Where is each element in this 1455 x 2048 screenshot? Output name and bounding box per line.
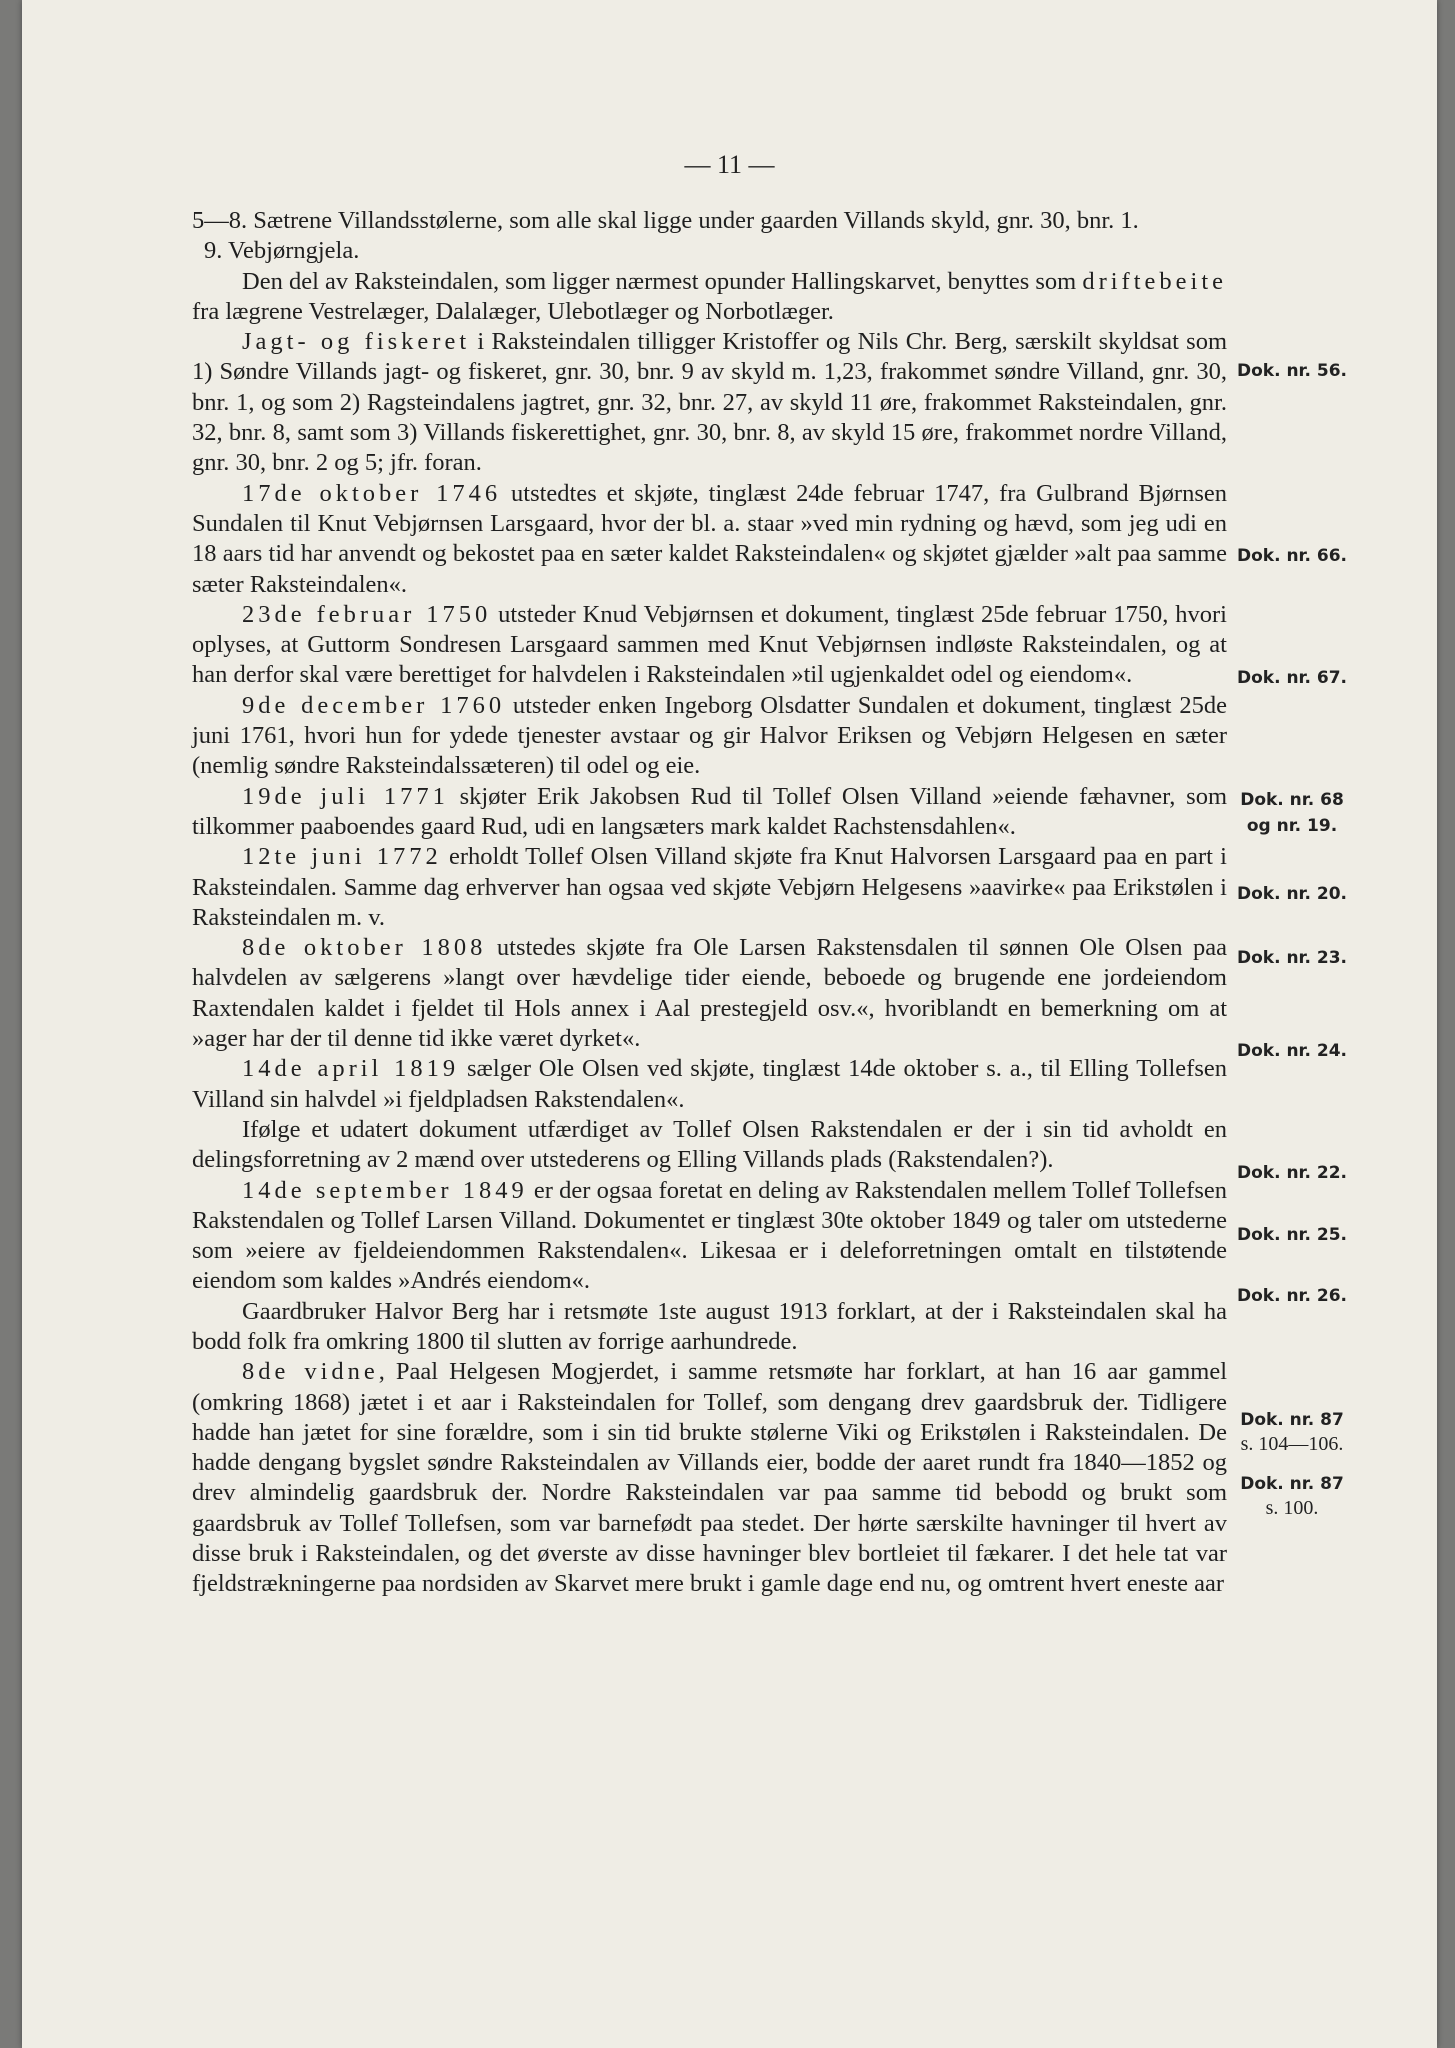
- margin-note: og nr. 19.: [1246, 816, 1338, 836]
- margin-note: Dok. nr. 87: [1240, 1410, 1344, 1430]
- margin-note: Dok. nr. 26.: [1236, 1286, 1348, 1306]
- paragraph-rest: fra lægrene Vestrelæger, Dalalæger, Ulebotlæger og Norbotlæger.: [192, 297, 834, 325]
- spaced-date: 17de oktober 1746: [242, 479, 502, 507]
- margin-note: s. 104—106.: [1240, 1433, 1344, 1455]
- paragraph-rest: er der ogsaa foretat en deling av Rakstendalen mellem Tollef Tollefsen Rakstendalen og Tollef Larsen Villand. Dokumentet er tinglæst 30te oktober 1849 og taler om utstederne som »eiere av fjeldeiendommen Rakstendalen«. Likesaa er i deleforretningen omtalt en tilstøtende eiendom som kaldes »Andrés eiendom«.: [192, 1176, 1227, 1295]
- paragraph-rest: erholdt Tollef Olsen Villand skjøte fra Knut Halvorsen Larsgaard paa en part i Raksteindalen. Samme dag erhverver han ogsaa ved skjøte Vebjørn Helgesens »aavirke« paa Erikstølen i Raksteindalen m. v.: [192, 843, 1227, 931]
- margin-note: s. 100.: [1265, 1497, 1319, 1519]
- paragraph-rest: utsteder Knud Vebjørnsen et dokument, tinglæst 25de februar 1750, hvori oplyses, at Guttorm Sondresen Larsgaard sammen med Knut Vebjørnsen indløste Raksteindalen, og at han derfor skal være berettiget for halvdelen i Raksteindalen »til ugjenkaldet odel og eiendom«.: [192, 600, 1227, 689]
- margin-note: Dok. nr. 67.: [1236, 668, 1348, 688]
- paragraph-rest: Ifølge et udatert dokument utfærdiget av Tollef Olsen Rakstendalen er der i sin tid avholdt en delingsforretning av 2 mænd over utstederens og Elling Villands plads (Rakstendalen?).: [192, 1115, 1227, 1174]
- margin-note: Dok. nr. 22.: [1236, 1163, 1348, 1183]
- paragraph-1808: [192, 933, 1227, 1054]
- paragraph-1819: [192, 1054, 1227, 1115]
- margin-note: Dok. nr. 23.: [1236, 948, 1348, 968]
- paragraph-vebjorngjela: 9. Vebjørngjela.: [204, 237, 360, 265]
- paragraph-driftebeite: [192, 267, 1227, 328]
- page-number: — 11 —: [684, 150, 775, 179]
- margin-note: Dok. nr. 56.: [1236, 361, 1348, 381]
- spaced-date: 9de december 1760: [242, 691, 506, 719]
- paragraph-rest: , Paal Helgesen Mogjerdet, i samme retsmøte har forklart, at han 16 aar gammel (omkring 1868) jætet i et aar i Raksteindalen for Tollef, som dengang drev gaardsbruk der. Tidligere hadde han jætet for sine forældre, som i sin tid brukte stølerne Viki og Erikstølen i Raksteindalen. De hadde dengang bygslet søndre Raksteindalen av Villands eier, bodde der aaret rundt fra 1840—1852 og drev almindelig gaardsbruk der. Nordre Raksteindalen var paa samme tid bebodd og brukt som gaardsbruk av Tollef Tollefsen, som var barnefødt paa stedet. Der hørte særskilte havninger til hvert av disse bruk i Raksteindalen, og det øverste av disse havninger blev bortleiet til fækarer. I det hele tat var fjeldstrækningerne paa nordsiden av Skarvet mere brukt i gamle dage end nu, og omtrent hvert eneste aar: [192, 1358, 1227, 1598]
- margin-note: Dok. nr. 20.: [1236, 884, 1348, 904]
- paragraph-1771: [192, 782, 1227, 843]
- document-page: [22, 0, 1437, 2048]
- spaced-date: 14de april 1819: [242, 1055, 460, 1083]
- paragraph-1772: [192, 842, 1227, 933]
- margin-note: Dok. nr. 25.: [1236, 1225, 1348, 1245]
- margin-note: Dok. nr. 87: [1240, 1474, 1344, 1494]
- margin-note: Dok. nr. 66.: [1236, 546, 1348, 566]
- margin-note: Dok. nr. 68: [1240, 790, 1344, 810]
- paragraph-rest: utstedtes et skjøte, tinglæst 24de februar 1747, fra Gulbrand Bjørnsen Sundalen til Knut Vebjørnsen Larsgaard, hvor der bl. a. staar »ved min rydning og hævd, som jeg udi en 18 aars tid har anvendt og bekostet paa en sæter kaldet Raksteindalen« og skjøtet gjælder »alt paa samme sæter Raksteindalen«.: [192, 479, 1227, 598]
- spaced-date: 12te juni 1772: [242, 843, 442, 871]
- paragraph-1750: [192, 600, 1227, 691]
- paragraph-jagt: [192, 327, 1227, 478]
- spaced-date: 8de oktober 1808: [242, 934, 487, 962]
- paragraph-8de-vidne: [192, 1357, 1227, 1599]
- paragraph-udatert: [192, 1115, 1227, 1176]
- body-text: [192, 206, 1227, 1600]
- paragraph-halvor-berg: [192, 1297, 1227, 1358]
- paragraph-1760: [192, 691, 1227, 782]
- paragraph-1746: [192, 479, 1227, 600]
- spaced-date: 14de september 1849: [242, 1176, 528, 1204]
- paragraph-lead: Den del av Raksteindalen, som ligger nærmest opunder Hallingskarvet, benyttes som: [242, 267, 1077, 295]
- paragraph-rest: utstedes skjøte fra Ole Larsen Rakstensdalen til sønnen Ole Olsen paa halvdelen av sælgerens »langt over hævdelige tider eiende, beboede og brugende ene jordeiendom Raxtendalen kaldet i fjeldet til Hols annex i Aal prestegjeld osv.«, hvoriblandt en bemerkning om at »ager har der til denne tid ikke været dyrket«.: [192, 934, 1227, 1053]
- margin-notes: [1232, 0, 1352, 2048]
- paragraph-saetrene: 5—8. Sætrene Villandsstølerne, som alle skal ligge under gaarden Villands skyld, gnr. 30, bnr. 1.: [192, 207, 1139, 234]
- spaced-term: 8de vidne: [242, 1358, 379, 1386]
- spaced-term: driftebeite: [1082, 267, 1228, 295]
- paragraph-rest: utsteder enken Ingeborg Olsdatter Sundalen et dokument, tinglæst 25de juni 1761, hvori hun for ydede tjenester avstaar og gir Halvor Eriksen og Vebjørn Helgesen en sæter (nemlig søndre Raksteindalssæteren) til odel og eie.: [192, 691, 1227, 780]
- paragraph-rest: i Raksteindalen tilligger Kristoffer og Nils Chr. Berg, særskilt skyldsat som 1) Søndre Villands jagt- og fiskeret, gnr. 30, bnr. 9 av skyld m. 1,23, frakommet søndre Villand, gnr. 30, bnr. 1, og som 2) Ragsteindalens jagtret, gnr. 32, bnr. 27, av skyld 11 øre, frakommet Raksteindalen, gnr. 32, bnr. 8, samt som 3) Villands fiskerettighet, gnr. 30, bnr. 8, av skyld 15 øre, frakommet nordre Villand, gnr. 30, bnr. 2 og 5; jfr. foran.: [192, 328, 1227, 477]
- spaced-date: 19de juli 1771: [242, 782, 449, 810]
- spaced-date: 23de februar 1750: [242, 600, 492, 628]
- spaced-term: Jagt- og fiskeret: [242, 328, 471, 356]
- paragraph-rest: Gaardbruker Halvor Berg har i retsmøte 1ste august 1913 forklart, at der i Raksteindalen skal ha bodd folk fra omkring 1800 til slutten av forrige aarhundrede.: [192, 1297, 1227, 1355]
- paragraph-rest: skjøter Erik Jakobsen Rud til Tollef Olsen Villand »eiende fæhavner, som tilkommer paaboendes gaard Rud, udi en langsæters mark kaldet Rachstensdahlen«.: [192, 782, 1227, 840]
- paragraph-rest: sælger Ole Olsen ved skjøte, tinglæst 14de oktober s. a., til Elling Tollefsen Villand sin halvdel »i fjeldpladsen Rakstendalen«.: [192, 1055, 1227, 1113]
- paragraph-1849: [192, 1176, 1227, 1297]
- margin-note: Dok. nr. 24.: [1236, 1041, 1348, 1061]
